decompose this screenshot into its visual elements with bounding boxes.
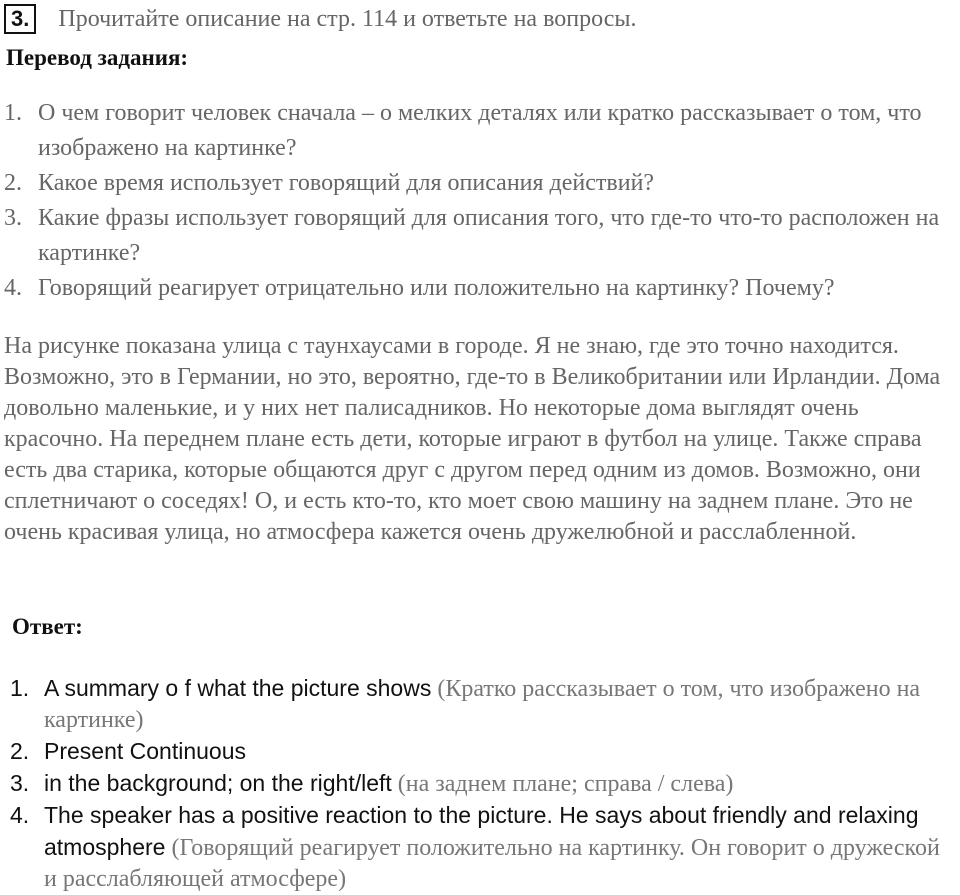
answer-number: 2. xyxy=(10,738,30,764)
question-number: 3. xyxy=(4,205,22,231)
answer-item xyxy=(10,673,950,736)
task-instruction: Прочитайте описание на стр. 114 и ответьте на вопросы. xyxy=(58,5,637,32)
question-number: 4. xyxy=(4,275,22,301)
question-item xyxy=(4,271,954,306)
answer-number: 4. xyxy=(10,802,30,828)
question-item xyxy=(4,201,954,271)
question-number: 1. xyxy=(4,100,22,126)
questions-list xyxy=(4,96,954,306)
question-text: Какое время использует говорящий для описания действий? xyxy=(38,170,655,196)
answer-english-text: The speaker has a positive reaction to the picture. He says about friendly and relaxing atmosphere xyxy=(44,802,919,860)
question-text: Говорящий реагирует отрицательно или положительно на картинку? Почему? xyxy=(38,275,835,301)
question-text: О чем говорит человек сначала – о мелких деталях или кратко рассказывает о том, что изображено на картинке? xyxy=(38,100,922,161)
answer-english-text: in the background; on the right/left xyxy=(44,770,392,796)
answer-russian-text: (Говорящий реагирует положительно на картинку. Он говорит о дружеской и расслабляющей атмосфере) xyxy=(44,835,940,892)
task-header xyxy=(4,2,636,36)
answer-item xyxy=(10,768,950,800)
answer-number: 1. xyxy=(10,675,30,701)
question-item xyxy=(4,166,954,201)
translation-heading: Перевод задания: xyxy=(6,45,189,70)
question-number: 2. xyxy=(4,170,22,196)
answers-list xyxy=(10,673,950,895)
answer-russian-text: (Кратко рассказывает о том, что изображено на картинке) xyxy=(44,676,921,733)
answer-english-text: A summary o f what the picture shows xyxy=(44,675,432,701)
answer-item xyxy=(10,736,950,768)
answer-number: 3. xyxy=(10,770,30,796)
task-number-box: 3. xyxy=(4,4,36,34)
answer-english-text: Present Continuous xyxy=(44,738,247,764)
answer-heading: Ответ: xyxy=(12,614,83,639)
question-text: Какие фразы использует говорящий для описания того, что где-то что-то расположен на картинке? xyxy=(38,205,940,266)
translation-paragraph: На рисунке показана улица с таунхаусами в городе. Я не знаю, где это точно находится. Возможно, это в Германии, но это, вероятно, где-то в Великобритании или Ирландии. Дома довольно маленькие, и у них нет палисадников. Но некоторые дома выглядят очень красочно. На переднем плане есть дети, которые играют в футбол на улице. Также справа есть два старика, которые общаются друг с другом перед одним из домов. Возможно, они сплетничают о соседях! О, и есть кто-то, кто моет свою машину на заднем плане. Это не очень красивая улица, но атмосфера кажется очень дружелюбной и расслабленной. xyxy=(4,333,941,545)
question-item xyxy=(4,96,954,166)
answer-russian-text: (на заднем плане; справа / слева) xyxy=(391,771,734,797)
answer-item xyxy=(10,800,950,895)
